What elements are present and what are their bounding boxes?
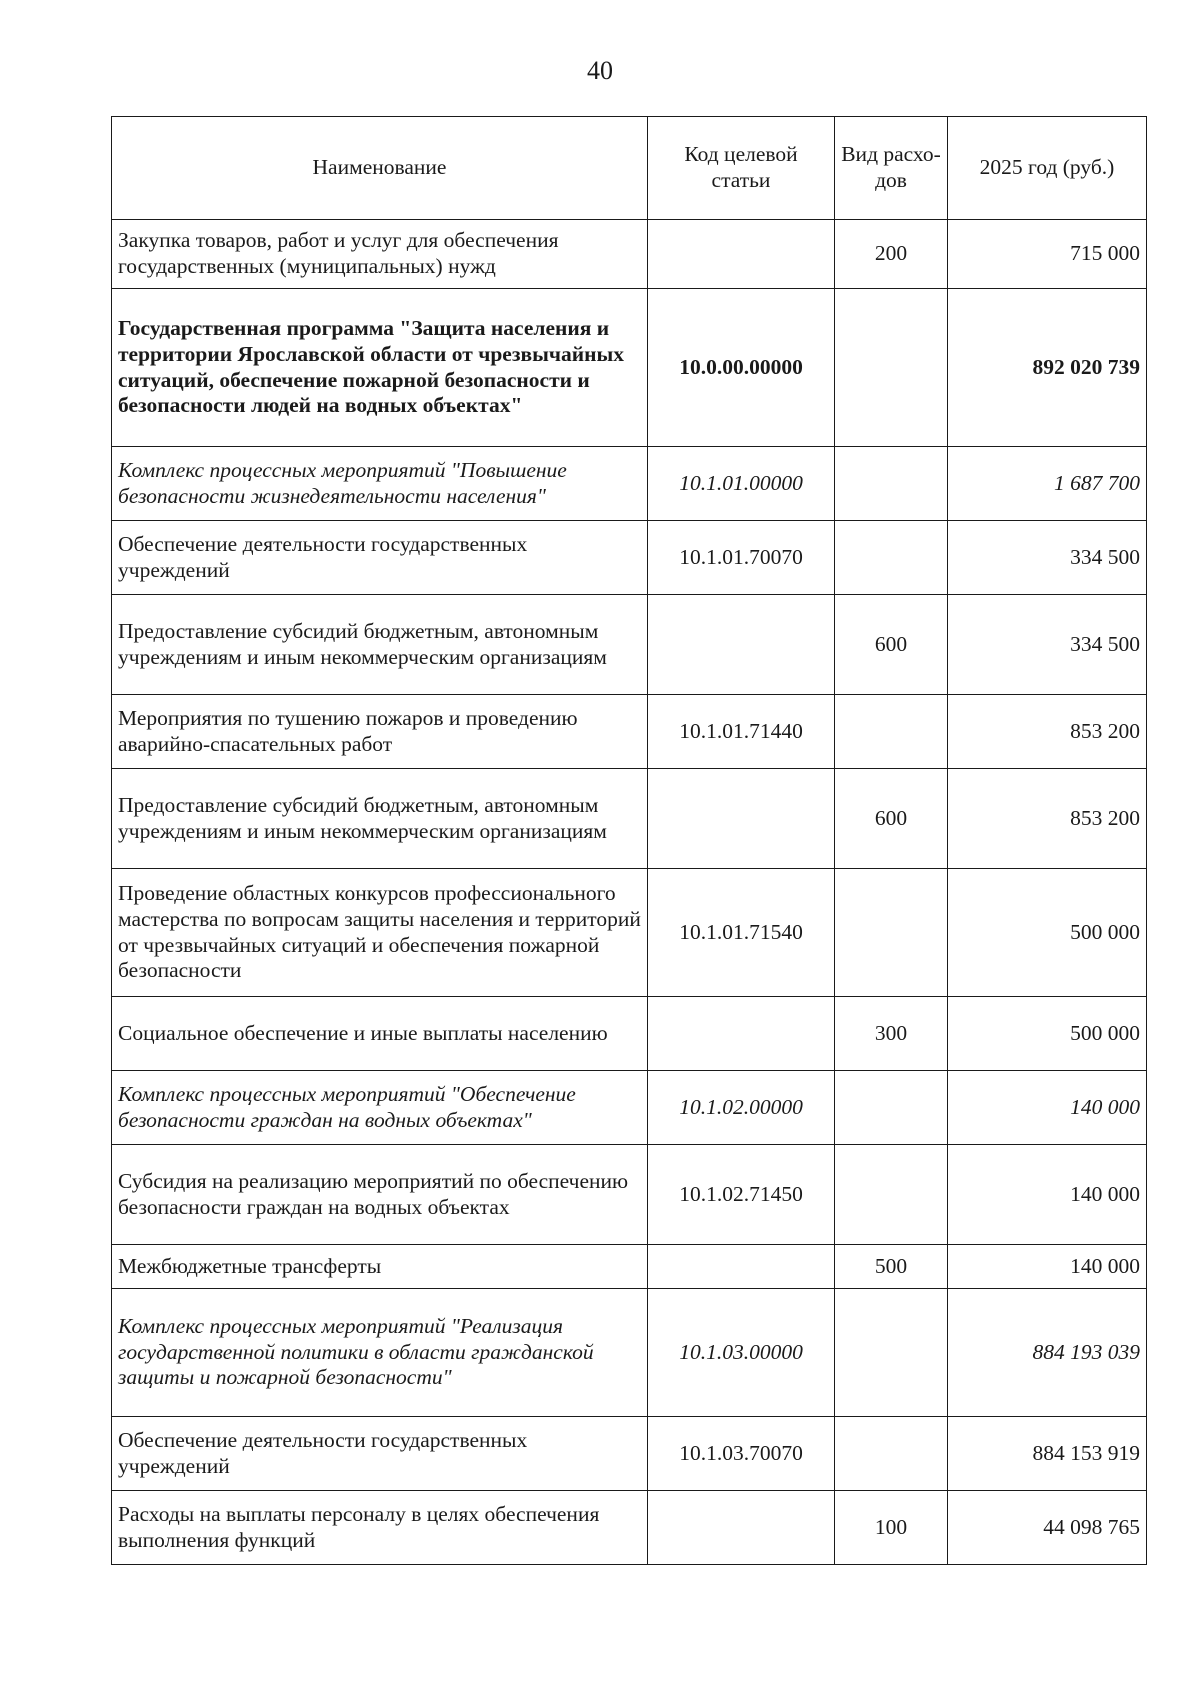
header-code: Код целевой статьи — [648, 117, 835, 220]
row-kind: 200 — [835, 220, 948, 289]
table-row — [112, 1417, 1147, 1491]
row-kind — [835, 869, 948, 997]
row-kind — [835, 695, 948, 769]
table-header-row — [112, 117, 1147, 220]
row-sum: 892 020 739 — [948, 289, 1147, 447]
row-name: Комплекс процессных мероприятий "Обеспечение безопасности граждан на водных объектах" — [112, 1071, 648, 1145]
table-row — [112, 769, 1147, 869]
row-code: 10.1.01.71540 — [648, 869, 835, 997]
row-sum: 334 500 — [948, 595, 1147, 695]
row-code: 10.1.02.71450 — [648, 1145, 835, 1245]
row-code — [648, 220, 835, 289]
row-name: Мероприятия по тушению пожаров и проведению аварийно-спасательных работ — [112, 695, 648, 769]
row-name: Комплекс процессных мероприятий "Реализация государственной политики в области гражданской защиты и пожарной безопасности" — [112, 1289, 648, 1417]
row-name: Закупка товаров, работ и услуг для обеспечения государственных (муниципальных) нужд — [112, 220, 648, 289]
row-sum: 884 193 039 — [948, 1289, 1147, 1417]
row-code: 10.1.01.70070 — [648, 521, 835, 595]
row-kind: 500 — [835, 1245, 948, 1289]
row-kind: 600 — [835, 595, 948, 695]
row-kind — [835, 289, 948, 447]
row-kind — [835, 1071, 948, 1145]
row-sum: 1 687 700 — [948, 447, 1147, 521]
row-code: 10.1.01.00000 — [648, 447, 835, 521]
table-row — [112, 1245, 1147, 1289]
row-name: Обеспечение деятельности государственных учреждений — [112, 1417, 648, 1491]
row-name: Государственная программа "Защита населения и территории Ярославской области от чрезвычайных ситуаций, обеспечение пожарной безопасности и безопасности людей на водных объектах" — [112, 289, 648, 447]
table-row — [112, 869, 1147, 997]
row-kind — [835, 1145, 948, 1245]
row-kind — [835, 1417, 948, 1491]
row-name: Субсидия на реализацию мероприятий по обеспечению безопасности граждан на водных объектах — [112, 1145, 648, 1245]
table-row-complex — [112, 1071, 1147, 1145]
table-row — [112, 1491, 1147, 1565]
budget-table — [111, 116, 1147, 1565]
row-name: Предоставление субсидий бюджетным, автономным учреждениям и иным некоммерческим организациям — [112, 769, 648, 869]
table-row — [112, 521, 1147, 595]
row-name: Проведение областных конкурсов профессионального мастерства по вопросам защиты населения и территорий от чрезвычайных ситуаций и обеспечения пожарной безопасности — [112, 869, 648, 997]
row-sum: 715 000 — [948, 220, 1147, 289]
row-sum: 140 000 — [948, 1071, 1147, 1145]
row-code: 10.1.03.00000 — [648, 1289, 835, 1417]
row-code: 10.1.03.70070 — [648, 1417, 835, 1491]
row-name: Расходы на выплаты персоналу в целях обеспечения выполнения функций — [112, 1491, 648, 1565]
row-name: Межбюджетные трансферты — [112, 1245, 648, 1289]
row-name: Комплекс процессных мероприятий "Повышение безопасности жизнедеятельности населения" — [112, 447, 648, 521]
table-row — [112, 997, 1147, 1071]
table-row-complex — [112, 1289, 1147, 1417]
row-kind: 100 — [835, 1491, 948, 1565]
table-row-complex — [112, 447, 1147, 521]
row-kind — [835, 521, 948, 595]
row-sum: 853 200 — [948, 769, 1147, 869]
header-kind: Вид расхо-дов — [835, 117, 948, 220]
header-name: Наименование — [112, 117, 648, 220]
table-row — [112, 695, 1147, 769]
row-code: 10.0.00.00000 — [648, 289, 835, 447]
row-code: 10.1.01.71440 — [648, 695, 835, 769]
row-name: Социальное обеспечение и иные выплаты населению — [112, 997, 648, 1071]
row-kind: 600 — [835, 769, 948, 869]
row-sum: 140 000 — [948, 1245, 1147, 1289]
row-sum: 44 098 765 — [948, 1491, 1147, 1565]
table-row — [112, 1145, 1147, 1245]
row-sum: 334 500 — [948, 521, 1147, 595]
row-sum: 500 000 — [948, 997, 1147, 1071]
row-kind: 300 — [835, 997, 948, 1071]
row-code — [648, 595, 835, 695]
row-code — [648, 1491, 835, 1565]
row-sum: 884 153 919 — [948, 1417, 1147, 1491]
row-code — [648, 997, 835, 1071]
row-sum: 140 000 — [948, 1145, 1147, 1245]
header-sum: 2025 год (руб.) — [948, 117, 1147, 220]
row-name: Обеспечение деятельности государственных учреждений — [112, 521, 648, 595]
table-row — [112, 220, 1147, 289]
row-code: 10.1.02.00000 — [648, 1071, 835, 1145]
table-row — [112, 595, 1147, 695]
row-name: Предоставление субсидий бюджетным, автономным учреждениям и иным некоммерческим организациям — [112, 595, 648, 695]
row-code — [648, 1245, 835, 1289]
row-kind — [835, 1289, 948, 1417]
row-code — [648, 769, 835, 869]
row-sum: 853 200 — [948, 695, 1147, 769]
row-kind — [835, 447, 948, 521]
row-sum: 500 000 — [948, 869, 1147, 997]
page-number: 40 — [587, 56, 613, 85]
table-row-program — [112, 289, 1147, 447]
